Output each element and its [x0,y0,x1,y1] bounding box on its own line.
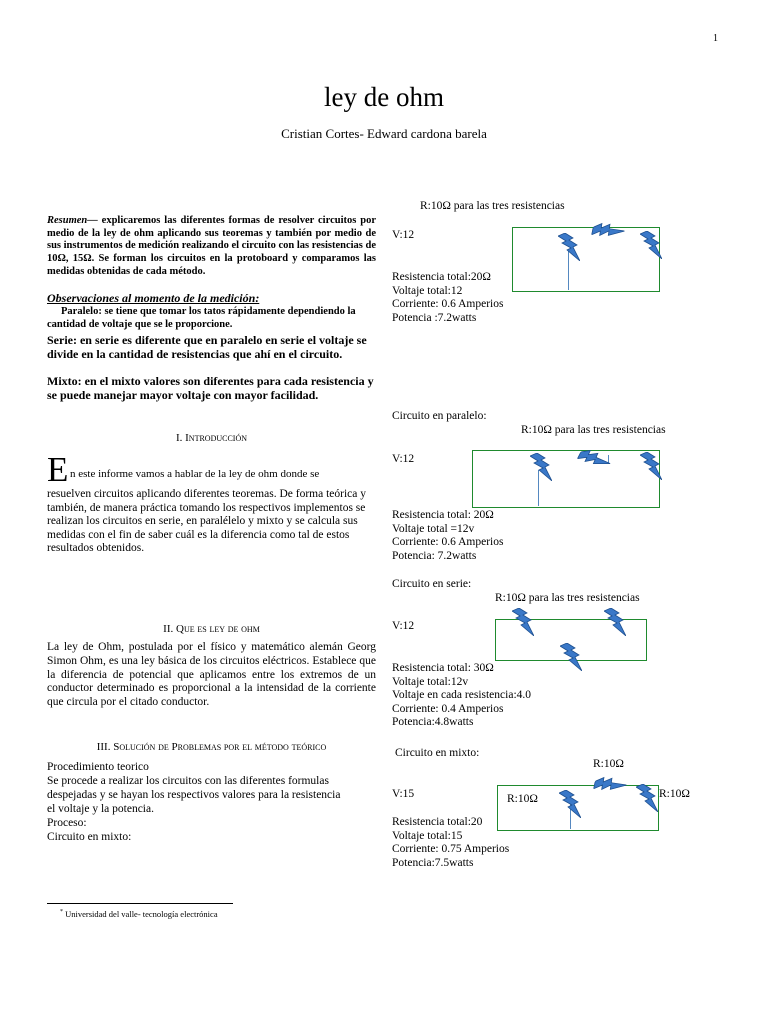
proc-line-1: Procedimiento teorico [47,761,149,773]
proc-line-4: Circuito en mixto: [47,831,132,844]
section-heading-introduccion: I. Introducción [175,432,248,444]
page-number: 1 [713,33,718,44]
proc-line-3: Proceso: [47,817,87,830]
circuit1-diagram [512,227,660,292]
circuit4-results: Resistencia total:20 Voltaje total:15 Corriente: 0.75 Amperios Potencia:7.5watts [392,816,510,869]
serie-note: Serie: en serie es diferente que en paralelo en serie el voltaje se divide en la cantidad de resistencias que ahí en el circuito. [47,333,367,362]
abstract-lead: Resumen— [47,215,98,226]
ley-ohm-text: La ley de Ohm, postulada por el físico y matemático alemán Georg Simon Ohm, es una ley básica de los circuitos eléctricos. Establece que la diferencia de potencial que aplicamos entre los extremos de un conductor determinado es proporcional a la intensidad de la corriente que circula por el citado conductor. [47,641,376,709]
circuit3-heading: Circuito en serie: [392,578,472,590]
circuit4-r-top: R:10Ω [593,758,624,770]
footnote: * Universidad del valle- tecnología electrónica [60,909,218,919]
intro-text: resuelven circuitos aplicando diferentes teoremas. De forma teórica y también, de manera práctica tomando los respectivos implementos se realizan los circuitos en serie, en paralélelo y mixto y se calcula sus medidas con el fin de saber cuál es la diferencia como tal de estos resultados obtenidos. [47,488,366,554]
abstract [47,215,376,279]
circuit3-resistor-1 [512,608,534,636]
circuit4-voltage: V:15 [392,788,415,800]
circuit2-heading: Circuito en paralelo: [392,410,487,422]
circuit2-resistor-3 [640,452,662,480]
intro-first-line: n este informe vamos a hablar de la ley de ohm donde se [70,468,320,480]
circuit1-resistor-3 [640,231,662,259]
circuit2-resistor-1 [530,453,552,481]
observaciones-heading: Observaciones al momento de la medición: [47,291,260,305]
mixto-note: Mixto: en el mixto valores son diferentes para cada resistencia y se puede manejar mayor voltaje con mayor facilidad. [47,374,374,403]
circuit2-results: Resistencia total: 20Ω Voltaje total =12v Corriente: 0.6 Amperios Potencia: 7.2watts [392,509,504,562]
circuit1-resistor-1 [558,233,580,261]
circuit3-results: Resistencia total: 30Ω Voltaje total:12v Voltaje en cada resistencia:4.0 Corriente: 0.4 Amperios Potencia:4.8watts [392,662,532,728]
circuit4-r-right: R:10Ω [659,788,690,800]
circuit1-resistance-label: R:10Ω para las tres resistencias [420,200,565,212]
circuit3-resistor-3 [560,643,582,671]
section-heading-solucion: III. Solución de Problemas por el método teórico [96,741,327,753]
paralelo-note: Paralelo: se tiene que tomar los tatos rápidamente dependiendo la cantidad de voltaje que se le proporcione. [47,306,356,330]
abstract-text: explicaremos las diferentes formas de resolver circuitos por medio de la ley de ohm aplicando sus teoremas y también por medio de sus instrumentos de medición realizando el circuito con las resistencias de 10Ω, 15Ω. Se forman los circuitos en la protoboard y comparamos las medidas obtenidas de cada método. [47,215,376,277]
paper-title: ley de ohm [324,82,444,112]
circuit4-resistor-3 [636,784,658,812]
circuit1-voltage: V:12 [392,229,415,241]
circuit2-resistance-label: R:10Ω para las tres resistencias [521,424,666,436]
circuit4-r-left: R:10Ω [507,793,538,805]
authors: Cristian Cortes- Edward cardona barela [281,126,487,141]
circuit3-resistance-label: R:10Ω para las tres resistencias [495,592,640,604]
circuit2-diagram [472,450,660,508]
circuit4-resistor-1 [559,790,581,818]
intro-dropcap: E [47,450,69,489]
proc-line-2: Se procede a realizar los circuitos con las diferentes formulas despejadas y se hayan los respectivos valores para la resistencia el voltaje y la potencia. [47,775,341,816]
section-heading-ley-ohm: II. Que es ley de ohm [163,623,260,635]
circuit2-voltage: V:12 [392,453,415,465]
circuit4-heading: Circuito en mixto: [395,747,480,759]
footnote-rule [47,903,233,904]
circuit1-results: Resistencia total:20Ω Voltaje total:12 Corriente: 0.6 Amperios Potencia :7.2watts [392,271,504,324]
circuit3-resistor-2 [604,608,626,636]
procedimiento [47,760,347,845]
circuit3-voltage: V:12 [392,620,415,632]
